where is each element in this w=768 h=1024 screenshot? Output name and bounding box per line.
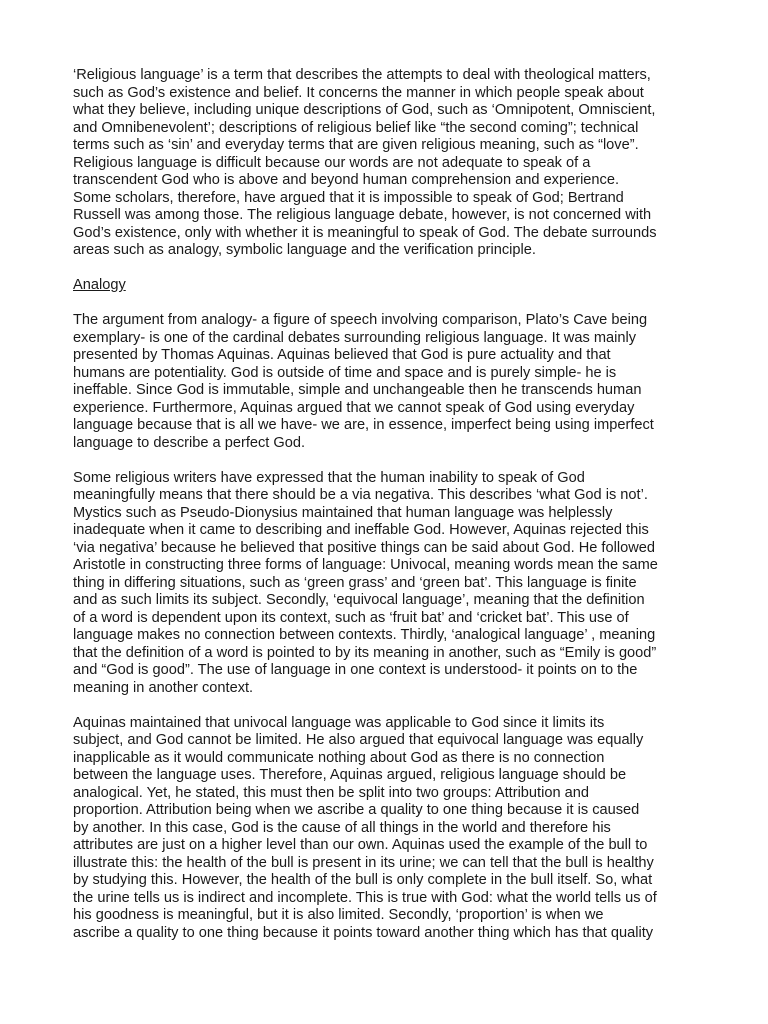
section-heading-analogy: Analogy [73,277,126,293]
intro-paragraph: ‘Religious language’ is a term that describes the attempts to deal with theological matters, such as God’s existence and belief. It concerns the manner in which people speak about what they believe, including unique descriptions of God, such as ‘Omnipotent, Omniscient, and Omnibenevolent’; descriptions of religious belief like “the second coming”; technical terms such as ‘sin’ and everyday terms that are given religious meaning, such as “love”. Religious language is difficult because our words are not adequate to speak of a transcendent God who is above and beyond human comprehension and experience. Some scholars, therefore, have argued that it is impossible to speak of God; Bertrand Russell was among those. The religious language debate, however, is not concerned with God’s existence, only with whether it is meaningful to speak of God. The debate surrounds areas such as analogy, symbolic language and the verification principle. [73,67,657,258]
paragraph-spacer [73,697,701,715]
paragraph-spacer [73,295,701,313]
paragraph-spacer [73,452,701,470]
analogy-paragraph-2: Some religious writers have expressed that the human inability to speak of God meaningfully means that there should be a via negativa. This describes ‘what God is not’. Mystics such as Pseudo-Dionysius maintained that human language was helplessly inadequate when it came to describing and ineffable God. However, Aquinas rejected this ‘via negativa’ because he believed that positive things can be said about God. He followed Aristotle in constructing three forms of language: Univocal, meaning words mean the same thing in differing situations, such as ‘green grass’ and ‘green bat’. This language is finite and as such limits its subject. Secondly, ‘equivocal language’, meaning that the definition of a word is dependent upon its context, such as ‘fruit bat’ and ‘cricket bat’. This use of language makes no connection between contexts. Thirdly, ‘analogical language’ , meaning that the definition of a word is pointed to by its meaning in another, such as “Emily is good” and “God is good”. The use of language in one context is understood- it points on to the meaning in another context. [73,469,658,696]
analogy-paragraph-3: Aquinas maintained that univocal language was applicable to God since it limits its subject, and God cannot be limited. He also argued that equivocal language was equally inapplicable as it would communicate nothing about God as there is no connection between the language uses. Therefore, Aquinas argued, religious language should be analogical. Yet, he stated, this must then be split into two groups: Attribution and proportion. Attribution being when we ascribe a quality to one thing because it is caused by another. In this case, God is the cause of all things in the world and therefore his attributes are just on a higher level than our own. Aquinas used the example of the bull to illustrate this: the health of the bull is present in its urine; we can tell that the bull is healthy by studying this. However, the health of the bull is only complete in the bull itself. So, what the urine tells us is indirect and incomplete. This is true with God: what the world tells us of his goodness is meaningful, but it is also limited. Secondly, ‘proportion’ is when we ascribe a quality to one thing because it points toward another thing which has that quality [73,714,657,941]
analogy-paragraph-1: The argument from analogy- a figure of speech involving comparison, Plato’s Cave being exemplary- is one of the cardinal debates surrounding religious language. It was mainly presented by Thomas Aquinas. Aquinas believed that God is pure actuality and that humans are potentiality. God is outside of time and space and is purely simple- he is ineffable. Since God is immutable, simple and unchangeable then he transcends human experience. Furthermore, Aquinas argued that we cannot speak of God using everyday language because that is all we have- we are, in essence, imperfect being using imperfect language to describe a perfect God. [73,312,654,451]
document-page [73,67,701,942]
paragraph-spacer [73,260,701,278]
